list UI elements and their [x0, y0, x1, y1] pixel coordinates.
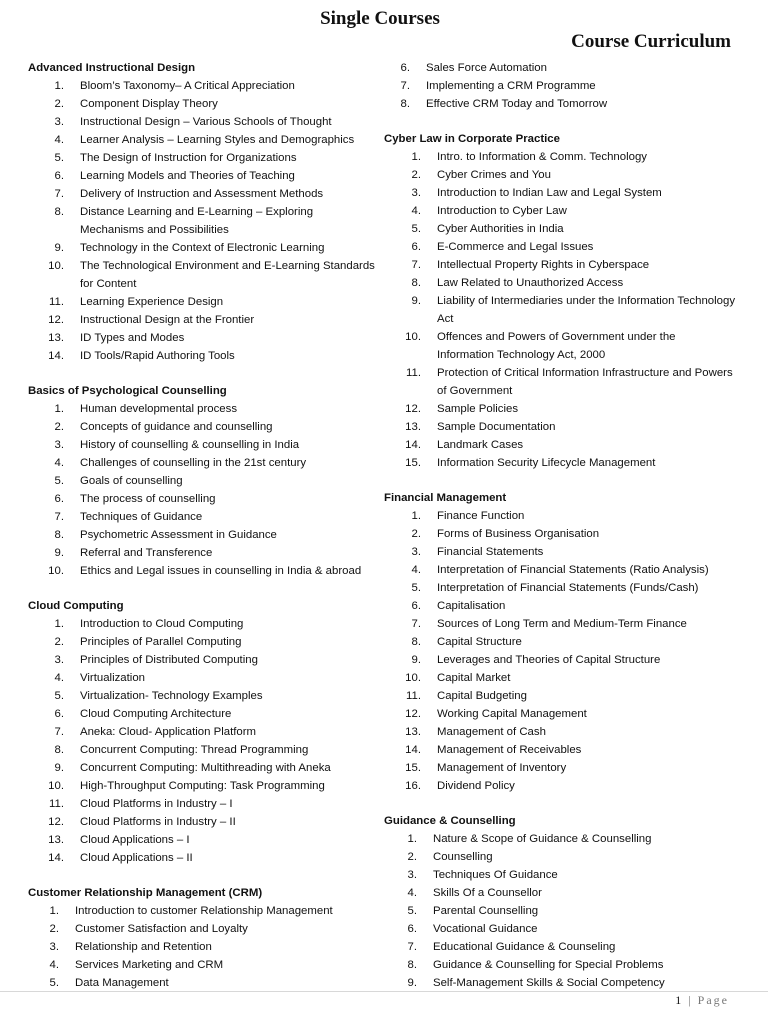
topic-label: Learning Models and Theories of Teaching — [80, 170, 295, 182]
topic-label: Forms of Business Organisation — [437, 528, 600, 540]
course-title: Cloud Computing — [28, 600, 124, 612]
topic-item — [384, 759, 744, 777]
topic-label: Psychometric Assessment in Guidance — [80, 529, 277, 541]
topic-label: Principles of Parallel Computing — [80, 636, 242, 648]
topic-item — [384, 597, 744, 615]
topic-label: Landmark Cases — [437, 439, 524, 451]
topic-item — [28, 257, 383, 293]
topic-label: Effective CRM Today and Tomorrow — [426, 98, 608, 110]
topic-item — [384, 400, 744, 418]
topic-number: 4. — [411, 564, 421, 576]
topic-number: 5. — [54, 475, 64, 487]
topic-label: Sources of Long Term and Medium-Term Finance — [437, 618, 687, 630]
page-footer: 1 | Page — [675, 993, 729, 1007]
topic-item — [384, 59, 744, 77]
topic-number: 7. — [400, 80, 410, 92]
topic-number: 9. — [411, 295, 421, 307]
topic-label: ID Types and Modes — [80, 332, 185, 344]
topic-item — [384, 830, 744, 848]
topic-label: Virtualization- Technology Examples — [80, 690, 263, 702]
topic-item — [384, 561, 744, 579]
topic-number: 7. — [54, 511, 64, 523]
course-section — [28, 597, 383, 867]
topic-label: Management of Inventory — [437, 762, 567, 774]
topic-number: 1. — [49, 905, 59, 917]
topic-item — [28, 795, 383, 813]
topic-number: 3. — [54, 439, 64, 451]
topic-item — [28, 562, 383, 580]
topic-label: Cloud Platforms in Industry – II — [80, 816, 236, 828]
topic-number: 3. — [407, 869, 417, 881]
topic-item — [28, 418, 383, 436]
topic-number: 10. — [405, 672, 421, 684]
topic-label: Data Management — [75, 977, 169, 989]
topic-label: Offences and Powers of Government under the Information Technology Act, 2000 — [437, 331, 676, 361]
topic-item — [384, 292, 744, 328]
course-section — [384, 489, 744, 795]
topic-item — [384, 256, 744, 274]
topic-number: 13. — [48, 834, 64, 846]
topic-item — [384, 687, 744, 705]
topic-item — [384, 902, 744, 920]
topic-label: Guidance & Counselling for Special Problems — [433, 959, 664, 971]
topic-item — [28, 436, 383, 454]
topic-number: 2. — [411, 169, 421, 181]
topic-item — [384, 777, 744, 795]
topic-number: 14. — [405, 439, 421, 451]
topic-item — [28, 849, 383, 867]
topic-number: 1. — [411, 510, 421, 522]
topic-item — [28, 651, 383, 669]
topic-number: 2. — [407, 851, 417, 863]
topic-number: 8. — [411, 636, 421, 648]
topic-label: Instructional Design – Various Schools of Thought — [80, 116, 332, 128]
topic-item — [28, 95, 383, 113]
topic-label: Capital Budgeting — [437, 690, 527, 702]
topic-label: Skills Of a Counsellor — [433, 887, 542, 899]
topic-number: 12. — [405, 403, 421, 415]
topic-number: 15. — [405, 457, 421, 469]
footer-rule — [0, 991, 768, 992]
topic-item — [384, 633, 744, 651]
topic-label: Introduction to Cyber Law — [437, 205, 567, 217]
topic-label: Learning Experience Design — [80, 296, 224, 308]
topic-item — [28, 185, 383, 203]
topic-number: 15. — [405, 762, 421, 774]
topic-label: Cloud Applications – I — [80, 834, 190, 846]
topic-number: 6. — [54, 708, 64, 720]
topic-number: 12. — [48, 816, 64, 828]
topic-label: Parental Counselling — [433, 905, 539, 917]
topic-label: Management of Receivables — [437, 744, 582, 756]
topic-item — [28, 723, 383, 741]
topic-number: 4. — [49, 959, 59, 971]
topic-item — [384, 95, 744, 113]
course-section — [28, 59, 383, 365]
topic-label: Cloud Computing Architecture — [80, 708, 232, 720]
topic-label: Interpretation of Financial Statements (Funds/Cash) — [437, 582, 699, 594]
topic-list — [384, 507, 744, 795]
topic-list — [28, 77, 383, 365]
topic-item — [384, 651, 744, 669]
topic-number: 4. — [407, 887, 417, 899]
topic-number: 14. — [405, 744, 421, 756]
topic-item — [384, 148, 744, 166]
topic-label: Information Security Lifecycle Management — [437, 457, 656, 469]
topic-number: 8. — [407, 959, 417, 971]
topic-item — [384, 579, 744, 597]
topic-label: Counselling — [433, 851, 493, 863]
topic-number: 7. — [411, 259, 421, 271]
topic-label: Implementing a CRM Programme — [426, 80, 596, 92]
topic-item — [384, 974, 744, 992]
topic-label: Customer Satisfaction and Loyalty — [75, 923, 248, 935]
topic-label: Sales Force Automation — [426, 62, 547, 74]
topic-list — [384, 830, 744, 992]
topic-label: Dividend Policy — [437, 780, 515, 792]
topic-number: 4. — [411, 205, 421, 217]
topic-label: Delivery of Instruction and Assessment Methods — [80, 188, 324, 200]
topic-item — [28, 490, 383, 508]
topic-label: Intellectual Property Rights in Cyberspace — [437, 259, 650, 271]
topic-number: 12. — [48, 314, 64, 326]
topic-item — [28, 131, 383, 149]
topic-label: The Design of Instruction for Organizations — [80, 152, 297, 164]
topic-list — [384, 148, 744, 472]
topic-item — [28, 813, 383, 831]
topic-number: 7. — [54, 188, 64, 200]
course-title: Cyber Law in Corporate Practice — [384, 133, 560, 145]
topic-number: 4. — [54, 457, 64, 469]
curriculum-heading: Course Curriculum — [571, 31, 731, 52]
page-label: Page — [697, 993, 729, 1007]
topic-item — [28, 77, 383, 95]
topic-label: Cyber Crimes and You — [437, 169, 551, 181]
topic-label: Goals of counselling — [80, 475, 183, 487]
topic-label: Ethics and Legal issues in counselling in India & abroad — [80, 565, 362, 577]
course-section — [384, 812, 744, 992]
topic-item — [384, 454, 744, 472]
topic-item — [384, 723, 744, 741]
topic-item — [28, 705, 383, 723]
topic-number: 9. — [54, 242, 64, 254]
topic-number: 5. — [411, 223, 421, 235]
topic-item — [384, 436, 744, 454]
topic-label: Services Marketing and CRM — [75, 959, 224, 971]
topic-list — [28, 902, 383, 992]
topic-number: 8. — [400, 98, 410, 110]
topic-label: Liability of Intermediaries under the Information Technology Act — [437, 295, 736, 325]
topic-number: 2. — [54, 636, 64, 648]
topic-number: 6. — [411, 600, 421, 612]
topic-number: 10. — [405, 331, 421, 343]
topic-number: 9. — [54, 762, 64, 774]
topic-label: Intro. to Information & Comm. Technology — [437, 151, 647, 163]
topic-item — [28, 113, 383, 131]
topic-number: 2. — [54, 421, 64, 433]
topic-label: Law Related to Unauthorized Access — [437, 277, 624, 289]
topic-number: 5. — [411, 582, 421, 594]
topic-item — [28, 454, 383, 472]
topic-label: Techniques of Guidance — [80, 511, 203, 523]
topic-number: 10. — [48, 260, 64, 272]
topic-label: Referral and Transference — [80, 547, 213, 559]
topic-item — [384, 705, 744, 723]
topic-label: Virtualization — [80, 672, 146, 684]
topic-item — [384, 938, 744, 956]
topic-item — [28, 956, 383, 974]
topic-number: 14. — [48, 350, 64, 362]
course-section — [28, 382, 383, 580]
topic-number: 5. — [54, 152, 64, 164]
topic-item — [28, 526, 383, 544]
topic-number: 6. — [400, 62, 410, 74]
topic-label: Learner Analysis – Learning Styles and Demographics — [80, 134, 355, 146]
topic-item — [28, 167, 383, 185]
topic-label: Sample Policies — [437, 403, 519, 415]
topic-number: 6. — [407, 923, 417, 935]
topic-label: ID Tools/Rapid Authoring Tools — [80, 350, 235, 362]
topic-number: 9. — [407, 977, 417, 989]
page-number: 1 — [675, 993, 684, 1007]
topic-item — [384, 238, 744, 256]
topic-item — [384, 741, 744, 759]
topic-item — [28, 759, 383, 777]
topic-label: Techniques Of Guidance — [433, 869, 558, 881]
topic-item — [384, 884, 744, 902]
topic-number: 16. — [405, 780, 421, 792]
topic-number: 3. — [49, 941, 59, 953]
topic-number: 1. — [411, 151, 421, 163]
topic-label: History of counselling & counselling in India — [80, 439, 300, 451]
topic-item — [384, 525, 744, 543]
topic-item — [28, 544, 383, 562]
topic-item — [384, 543, 744, 561]
topic-label: Technology in the Context of Electronic Learning — [80, 242, 325, 254]
topic-item — [28, 669, 383, 687]
topic-item — [28, 239, 383, 257]
topic-number: 5. — [407, 905, 417, 917]
topic-item — [28, 149, 383, 167]
topic-number: 14. — [48, 852, 64, 864]
topic-number: 1. — [54, 403, 64, 415]
topic-label: Working Capital Management — [437, 708, 587, 720]
course-title: Financial Management — [384, 492, 507, 504]
topic-label: Management of Cash — [437, 726, 546, 738]
course-title: Guidance & Counselling — [384, 815, 516, 827]
left-column — [28, 59, 383, 1009]
topic-number: 2. — [54, 98, 64, 110]
topic-label: The process of counselling — [80, 493, 216, 505]
course-section — [384, 59, 744, 113]
topic-number: 1. — [407, 833, 417, 845]
topic-item — [384, 866, 744, 884]
topic-label: Concurrent Computing: Multithreading with Aneka — [80, 762, 331, 774]
topic-label: Distance Learning and E-Learning – Exploring Mechanisms and Possibilities — [80, 206, 314, 236]
topic-item — [28, 974, 383, 992]
topic-item — [384, 328, 744, 364]
topic-label: Educational Guidance & Counseling — [433, 941, 616, 953]
topic-item — [384, 507, 744, 525]
course-section — [28, 884, 383, 992]
topic-label: Aneka: Cloud- Application Platform — [80, 726, 257, 738]
topic-item — [28, 508, 383, 526]
topic-label: Component Display Theory — [80, 98, 218, 110]
topic-number: 3. — [411, 546, 421, 558]
topic-number: 11. — [406, 367, 421, 379]
topic-list — [28, 400, 383, 580]
topic-number: 1. — [54, 80, 64, 92]
topic-item — [384, 418, 744, 436]
topic-number: 1. — [54, 618, 64, 630]
topic-item — [28, 311, 383, 329]
topic-label: Protection of Critical Information Infrastructure and Powers of Government — [437, 367, 733, 397]
topic-label: Vocational Guidance — [433, 923, 538, 935]
course-title: Advanced Instructional Design — [28, 62, 196, 74]
topic-number: 9. — [54, 547, 64, 559]
topic-item — [28, 920, 383, 938]
topic-number: 10. — [48, 565, 64, 577]
topic-number: 6. — [54, 493, 64, 505]
topic-item — [28, 902, 383, 920]
topic-item — [384, 184, 744, 202]
topic-number: 11. — [49, 296, 64, 308]
topic-number: 4. — [54, 672, 64, 684]
topic-item — [28, 615, 383, 633]
topic-label: Self-Management Skills & Social Competency — [433, 977, 665, 989]
topic-label: Introduction to Indian Law and Legal System — [437, 187, 662, 199]
topic-number: 9. — [411, 654, 421, 666]
topic-item — [28, 203, 383, 239]
topic-label: Challenges of counselling in the 21st century — [80, 457, 307, 469]
topic-number: 11. — [49, 798, 64, 810]
topic-label: Leverages and Theories of Capital Structure — [437, 654, 661, 666]
topic-item — [384, 202, 744, 220]
topic-item — [384, 669, 744, 687]
topic-label: Instructional Design at the Frontier — [80, 314, 255, 326]
topic-number: 10. — [48, 780, 64, 792]
topic-number: 5. — [54, 690, 64, 702]
topic-label: Introduction to customer Relationship Management — [75, 905, 333, 917]
topic-label: Cloud Applications – II — [80, 852, 193, 864]
topic-number: 8. — [54, 529, 64, 541]
topic-label: Financial Statements — [437, 546, 544, 558]
topic-label: Cloud Platforms in Industry – I — [80, 798, 233, 810]
topic-label: Interpretation of Financial Statements (Ratio Analysis) — [437, 564, 709, 576]
topic-number: 4. — [54, 134, 64, 146]
topic-label: Capital Market — [437, 672, 511, 684]
topic-item — [28, 293, 383, 311]
topic-label: Sample Documentation — [437, 421, 556, 433]
topic-item — [384, 615, 744, 633]
topic-list — [384, 59, 744, 113]
topic-item — [384, 364, 744, 400]
topic-label: Capitalisation — [437, 600, 506, 612]
topic-list — [28, 615, 383, 867]
topic-number: 8. — [54, 206, 64, 218]
topic-number: 8. — [54, 744, 64, 756]
topic-number: 13. — [405, 726, 421, 738]
topic-number: 2. — [49, 923, 59, 935]
topic-item — [28, 687, 383, 705]
topic-number: 13. — [405, 421, 421, 433]
topic-item — [384, 220, 744, 238]
course-section — [384, 130, 744, 472]
topic-label: Human developmental process — [80, 403, 238, 415]
topic-item — [28, 831, 383, 849]
topic-label: Concepts of guidance and counselling — [80, 421, 273, 433]
right-column — [384, 59, 744, 1009]
topic-label: Relationship and Retention — [75, 941, 212, 953]
topic-item — [28, 472, 383, 490]
topic-item — [28, 633, 383, 651]
topic-number: 13. — [48, 332, 64, 344]
topic-label: Introduction to Cloud Computing — [80, 618, 244, 630]
topic-label: Cyber Authorities in India — [437, 223, 564, 235]
topic-item — [384, 77, 744, 95]
topic-number: 3. — [411, 187, 421, 199]
topic-item — [384, 956, 744, 974]
course-title: Customer Relationship Management (CRM) — [28, 887, 263, 899]
topic-number: 3. — [54, 116, 64, 128]
topic-item — [384, 920, 744, 938]
topic-item — [384, 848, 744, 866]
topic-label: Finance Function — [437, 510, 525, 522]
topic-number: 6. — [54, 170, 64, 182]
topic-number: 7. — [407, 941, 417, 953]
topic-label: Nature & Scope of Guidance & Counselling — [433, 833, 652, 845]
topic-label: Capital Structure — [437, 636, 522, 648]
topic-item — [28, 938, 383, 956]
topic-item — [384, 274, 744, 292]
topic-item — [28, 777, 383, 795]
topic-label: Bloom’s Taxonomy– A Critical Appreciation — [80, 80, 295, 92]
topic-item — [28, 329, 383, 347]
topic-number: 2. — [411, 528, 421, 540]
course-title: Basics of Psychological Counselling — [28, 385, 227, 397]
topic-item — [28, 400, 383, 418]
topic-number: 11. — [406, 690, 421, 702]
topic-item — [384, 166, 744, 184]
topic-number: 12. — [405, 708, 421, 720]
topic-number: 3. — [54, 654, 64, 666]
topic-item — [28, 741, 383, 759]
topic-number: 6. — [411, 241, 421, 253]
topic-number: 8. — [411, 277, 421, 289]
topic-number: 7. — [54, 726, 64, 738]
topic-number: 7. — [411, 618, 421, 630]
page-title: Single Courses — [320, 8, 440, 29]
topic-label: High-Throughput Computing: Task Programming — [80, 780, 325, 792]
topic-label: E-Commerce and Legal Issues — [437, 241, 594, 253]
topic-number: 5. — [49, 977, 59, 989]
topic-label: Principles of Distributed Computing — [80, 654, 258, 666]
topic-label: Concurrent Computing: Thread Programming — [80, 744, 309, 756]
topic-label: The Technological Environment and E-Learning Standards for Content — [80, 260, 375, 290]
topic-item — [28, 347, 383, 365]
